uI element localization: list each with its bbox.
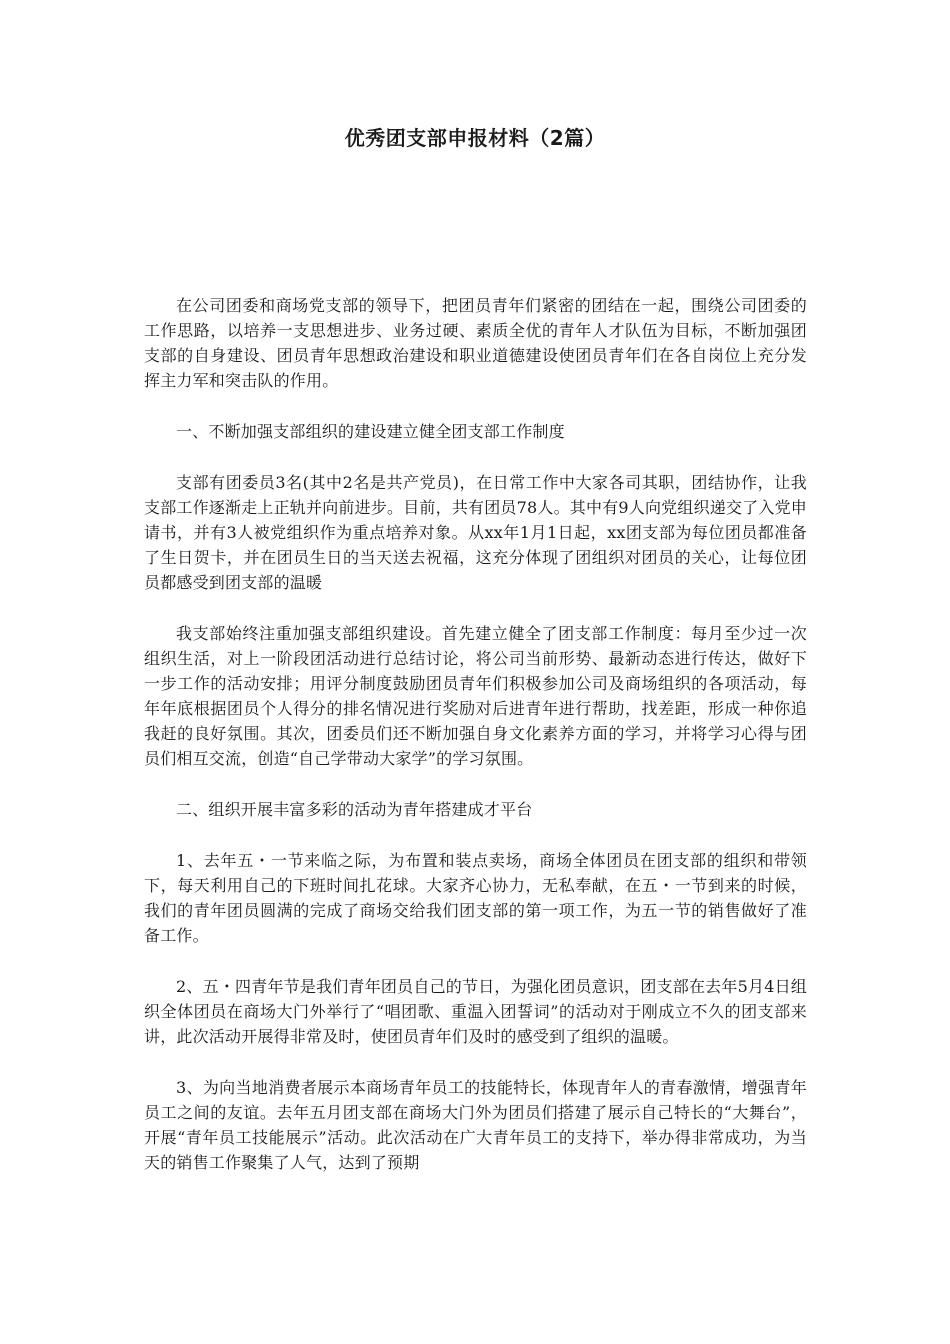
paragraph-activity-3: 3、为向当地消费者展示本商场青年员工的技能特长，体现青年人的青春激情，增强青年员工之间的友谊。去年五月团支部在商场大门外为团员们搭建了展示自己特长的“大舞台”，开展“青年员工技能展示”活动。此次活动在广大青年员工的支持下，举办得非常成功，为当天的销售工作聚集了人气，达到了预期 xyxy=(144,1078,807,1172)
document-title: 优秀团支部申报材料（2篇） xyxy=(344,126,606,150)
document-body xyxy=(144,293,807,1201)
paragraph-intro: 在公司团委和商场党支部的领导下，把团员青年们紧密的团结在一起，围绕公司团委的工作思路，以培养一支思想进步、业务过硬、素质全优的青年人才队伍为目标，不断加强团支部的自身建设、团员青年思想政治建设和职业道德建设使团员青年们在各自岗位上充分发挥主力军和突击队的作用。 xyxy=(144,296,807,390)
paragraph-activity-1: 1、去年五・一节来临之际，为布置和装点卖场，商场全体团员在团支部的组织和带领下，每天利用自己的下班时间扎花球。大家齐心协力，无私奉献，在五・一节到来的时候，我们的青年团员圆满的完成了商场交给我们团支部的第一项工作，为五一节的销售做好了准备工作。 xyxy=(144,851,807,945)
section-heading-1: 一、不断加强支部组织的建设建立健全团支部工作制度 xyxy=(176,422,565,441)
section-heading-2: 二、组织开展丰富多彩的活动为青年搭建成才平台 xyxy=(176,800,533,819)
paragraph-organization: 我支部始终注重加强支部组织建设。首先建立健全了团支部工作制度：每月至少过一次组织生活，对上一阶段团活动进行总结讨论，将公司当前形势、最新动态进行传达，做好下一步工作的活动安排；用评分制度鼓励团员青年们积极参加公司及商场组织的各项活动，每年年底根据团员个人得分的排名情况进行奖励对后进青年进行帮助，找差距，形成一种你追我赶的良好氛围。其次，团委员们还不断加强自身文化素养方面的学习，并将学习心得与团员们相互交流，创造“自己学带动大家学”的学习氛围。 xyxy=(144,624,807,768)
paragraph-activity-2: 2、五・四青年节是我们青年团员自己的节日，为强化团员意识，团支部在去年5月4日组织全体团员在商场大门外举行了“唱团歌、重温入团誓词”的活动对于刚成立不久的团支部来讲，此次活动开展得非常及时，使团员青年们及时的感受到了组织的温暖。 xyxy=(144,977,807,1046)
paragraph-committee: 支部有团委员3名(其中2名是共产党员)，在日常工作中大家各司其职，团结协作，让我支部工作逐渐走上正轨并向前进步。目前，共有团员78人。其中有9人向党组织递交了入党申请书，并有3人被党组织作为重点培养对象。从xx年1月1日起，xx团支部为每位团员都准备了生日贺卡，并在团员生日的当天送去祝福，这充分体现了团组织对团员的关心，让每位团员都感受到团支部的温暖 xyxy=(144,473,807,592)
